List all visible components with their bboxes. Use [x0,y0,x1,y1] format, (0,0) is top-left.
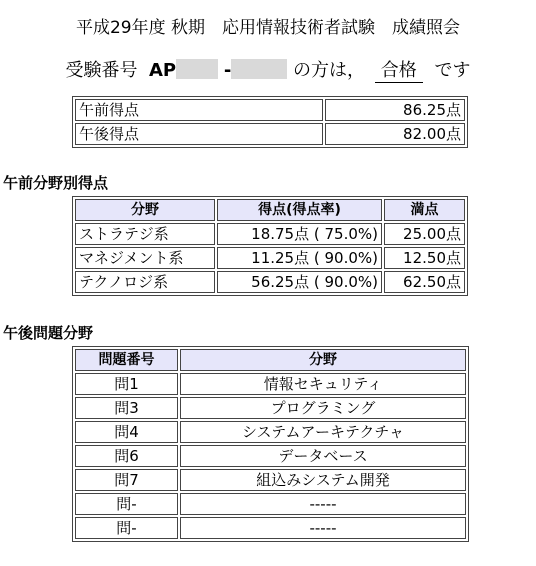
question-field: データベース [180,445,466,467]
table-row [75,99,465,121]
pm-section-title: 午後問題分野 [3,324,94,342]
header-question-no: 問題番号 [75,349,178,371]
question-no: 問- [75,493,178,515]
table-row [75,493,466,515]
am-field-scores-table [72,196,468,296]
header-score: 得点(得点率) [217,199,382,221]
table-header-row [75,349,466,371]
question-field: ----- [180,493,466,515]
masked-exam-number-part1 [176,59,218,79]
masked-exam-number-part2 [231,59,287,79]
pm-question-fields-table [72,346,469,542]
table-header-row [75,199,465,221]
table-row [75,373,466,395]
table-row [75,223,465,245]
table-row [75,123,465,145]
exam-result-line [0,56,536,83]
question-no: 問6 [75,445,178,467]
question-no: 問- [75,517,178,539]
table-row [75,397,466,419]
pm-total-value: 82.00点 [325,123,465,145]
table-row [75,271,465,293]
am-section-title: 午前分野別得点 [3,174,109,192]
exam-number-label: 受験番号 [65,60,138,81]
question-no: 問4 [75,421,178,443]
score-totals-table [72,96,468,148]
question-field: 組込みシステム開発 [180,469,466,491]
tail-text: です [434,60,471,81]
question-no: 問3 [75,397,178,419]
page-title: 平成29年度 秋期 応用情報技術者試験 成績照会 [75,18,461,38]
table-row [75,517,466,539]
field-score: 11.25点 ( 90.0%) [217,247,382,269]
exam-number-separator: - [223,60,232,81]
field-full: 25.00点 [384,223,465,245]
table-row [75,247,465,269]
field-score: 18.75点 ( 75.0%) [217,223,382,245]
field-name: ストラテジ系 [75,223,215,245]
field-full: 12.50点 [384,247,465,269]
suffix-text: の方は， [293,60,366,81]
question-field: 情報セキュリティ [180,373,466,395]
table-row [75,469,466,491]
exam-number-prefix: AP [148,60,177,81]
header-full: 満点 [384,199,465,221]
field-name: テクノロジ系 [75,271,215,293]
field-score: 56.25点 ( 90.0%) [217,271,382,293]
question-no: 問1 [75,373,178,395]
am-total-value: 86.25点 [325,99,465,121]
question-field: プログラミング [180,397,466,419]
table-row [75,445,466,467]
header-field: 分野 [75,199,215,221]
pm-total-label: 午後得点 [75,123,323,145]
field-name: マネジメント系 [75,247,215,269]
question-no: 問7 [75,469,178,491]
question-field: システムアーキテクチャ [180,421,466,443]
table-row [75,421,466,443]
field-full: 62.50点 [384,271,465,293]
header-field: 分野 [180,349,466,371]
am-total-label: 午前得点 [75,99,323,121]
result-status: 合格 [375,56,423,83]
question-field: ----- [180,517,466,539]
